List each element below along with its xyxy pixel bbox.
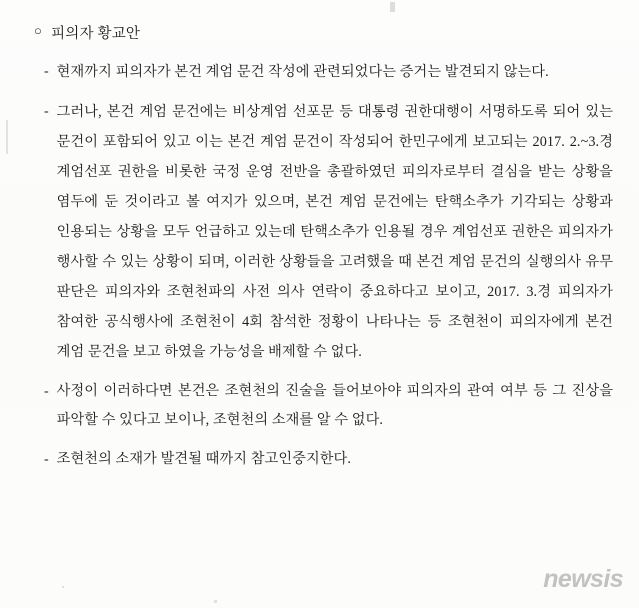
paragraph-text: 조현천의 소재가 발견될 때까지 참고인중지한다. — [56, 451, 352, 467]
watermark-newsis: newsis — [543, 565, 623, 593]
dash-bullet-icon: - — [44, 452, 49, 467]
circle-bullet-icon: ○ — [34, 23, 43, 38]
paragraph-item — [30, 57, 613, 87]
paragraph-item — [30, 445, 613, 475]
paragraph-text: 현재까지 피의자가 본건 계엄 문건 작성에 관련되었다는 증거는 발견되지 않는다. — [56, 64, 549, 80]
paragraph-text: 사정이 이러하다면 본건은 조현천의 진술을 들어보아야 피의자의 관여 여부 등 그 진상을 파악할 수 있다고 보이나, 조현천의 소재를 알 수 없다. — [56, 383, 613, 428]
paragraph-item — [30, 377, 613, 435]
dash-bullet-icon: - — [44, 104, 49, 119]
dash-bullet-icon: - — [44, 384, 49, 399]
paragraph-item — [30, 97, 613, 367]
dash-bullet-icon: - — [44, 64, 49, 79]
section-heading — [34, 22, 613, 43]
section-heading-text: 피의자 황교안 — [51, 26, 141, 42]
paragraph-text: 그러나, 본건 계엄 문건에는 비상계엄 선포문 등 대통령 권한대행이 서명하도록 되어 있는 문건이 포함되어 있고 이는 본건 계엄 문건이 작성되어 한민구에게 보고되는 2017. 2.~3.경 계엄선포 권한을 비롯한 국정 운영 전반을 총괄하였던 피의자로부터 결심을 받는 상황을 염두에 둔 것이라고 볼 여지가 있으며, 본건 계엄 문건에는 탄핵소추가 기각되는 상황과 인용되는 상황을 모두 언급하고 있는데 탄핵소추가 인용될 경우 계엄선포 권한은 피의자가 행사할 수 있는 상황이 되며, 이러한 상황들을 고려했을 때 본건 계엄 문건의 실행의사 유무 판단은 피의자와 조현천파의 사전 의사 연락이 중요하다고 보이고, 2017. 3.경 피의자가 참여한 공식행사에 조현천이 4회 참석한 정황이 나타나는 등 조현천이 피의자에게 본건 계엄 문건을 보고 하였을 가능성을 배제할 수 없다. — [56, 104, 613, 360]
